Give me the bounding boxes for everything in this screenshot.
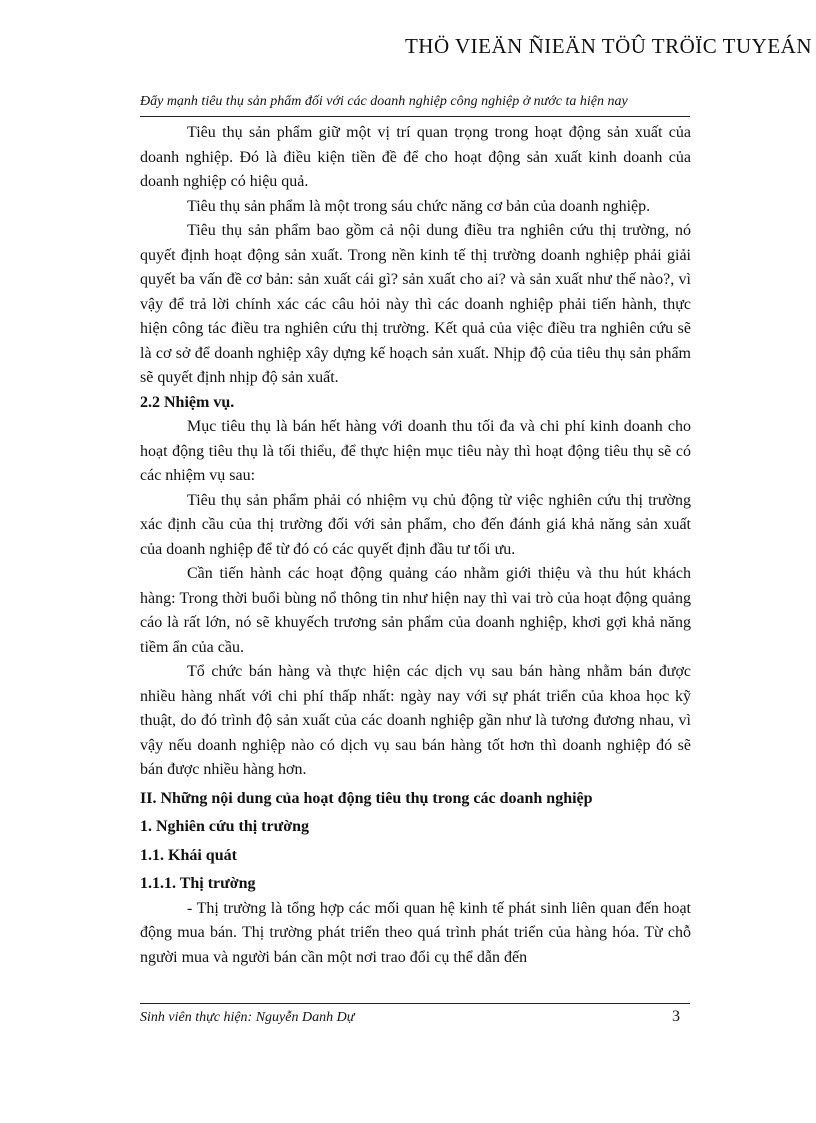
paragraph: - Thị trường là tổng hợp các mối quan hệ kinh tế phát sinh liên quan đến hoạt động mua bán. Thị trường phát triển theo quá trình phát triển của hàng hóa. Từ chỗ người mua và người bán cần một nơi trao đổi cụ thể dẫn đến — [140, 899, 691, 966]
paragraph: Tiêu thụ sản phẩm phải có nhiệm vụ chủ động từ việc nghiên cứu thị trường xác định cầu của thị trường đối với sản phẩm, cho đến đánh giá khả năng sản xuất của doanh nghiệp để từ đó có các quyết định đầu tư tối ưu. — [140, 491, 691, 558]
footer-divider — [140, 1003, 690, 1004]
paragraph: Cần tiến hành các hoạt động quảng cáo nhằm giới thiệu và thu hút khách hàng: Trong thời buổi bùng nổ thông tin như hiện nay thì vai trò của hoạt động quảng cáo là rất lớn, nó sẽ khuyếch trương sản phẩm của doanh nghiệp, khơi gợi khả năng tiềm ẩn của cầu. — [140, 565, 691, 656]
page-number: 3 — [672, 1008, 680, 1025]
section-heading: II. Những nội dung của hoạt động tiêu thụ trong các doanh nghiệp — [140, 789, 593, 807]
section-heading: 1.1.1. Thị trường — [140, 875, 256, 892]
section-heading: 1.1. Khái quát — [140, 846, 237, 864]
document-body — [140, 121, 691, 970]
paragraph: Tiêu thụ sản phẩm là một trong sáu chức năng cơ bản của doanh nghiệp. — [187, 197, 651, 215]
paragraph: Tổ chức bán hàng và thực hiện các dịch vụ sau bán hàng nhằm bán được nhiều hàng nhất với chi phí thấp nhất: ngày nay với sự phát triển của khoa học kỹ thuật, do đó trình độ sản xuất của các doanh nghiệp gần như là tương đương nhau, vì vậy nếu doanh nghiệp nào có dịch vụ sau bán hàng tốt hơn thì doanh nghiệp đó sẽ bán được nhiều hàng hơn. — [140, 663, 691, 778]
running-header-title: Đẩy mạnh tiêu thụ sản phẩm đối với các doanh nghiệp công nghiệp ở nước ta hiện nay — [140, 94, 628, 109]
paragraph: Tiêu thụ sản phẩm giữ một vị trí quan trọng trong hoạt động sản xuất của doanh nghiệp. Đó là điều kiện tiền đề để cho hoạt động sản xuất kinh doanh của doanh nghiệp có hiệu quả. — [140, 124, 691, 190]
footer-author: Sinh viên thực hiện: Nguyễn Danh Dự — [140, 1010, 355, 1025]
header-divider — [140, 116, 690, 117]
section-heading: 1. Nghiên cứu thị trường — [140, 818, 309, 835]
paragraph: Mục tiêu thụ là bán hết hàng với doanh thu tối đa và chi phí kinh doanh cho hoạt động tiêu thụ là tối thiểu, để thực hiện mục tiêu này thì hoạt động tiêu thụ sẽ có các nhiệm vụ sau: — [140, 418, 691, 484]
watermark-text: THÖ VIEÄN ÑIEÄN TÖÛ TRÖÏC TUYEÁN — [404, 34, 812, 58]
paragraph: Tiêu thụ sản phẩm bao gồm cả nội dung điều tra nghiên cứu thị trường, nó quyết định hoạt động sản xuất. Trong nền kinh tế thị trường doanh nghiệp phải giải quyết ba vấn đề cơ bản: sản xuất cái gì? sản xuất cho ai? và sản xuất như thế nào?, vì vậy để trả lời chính xác các câu hỏi này thì các doanh nghiệp phải tiến hành, thực hiện công tác điều tra nghiên cứu thị trường. Kết quả của việc điều tra nghiên cứu sẽ là cơ sở để doanh nghiệp xây dựng kế hoạch sản xuất. Nhịp độ của tiêu thụ sản phẩm sẽ quyết định nhịp độ sản xuất. — [140, 222, 691, 386]
section-heading: 2.2 Nhiệm vụ. — [140, 393, 235, 411]
